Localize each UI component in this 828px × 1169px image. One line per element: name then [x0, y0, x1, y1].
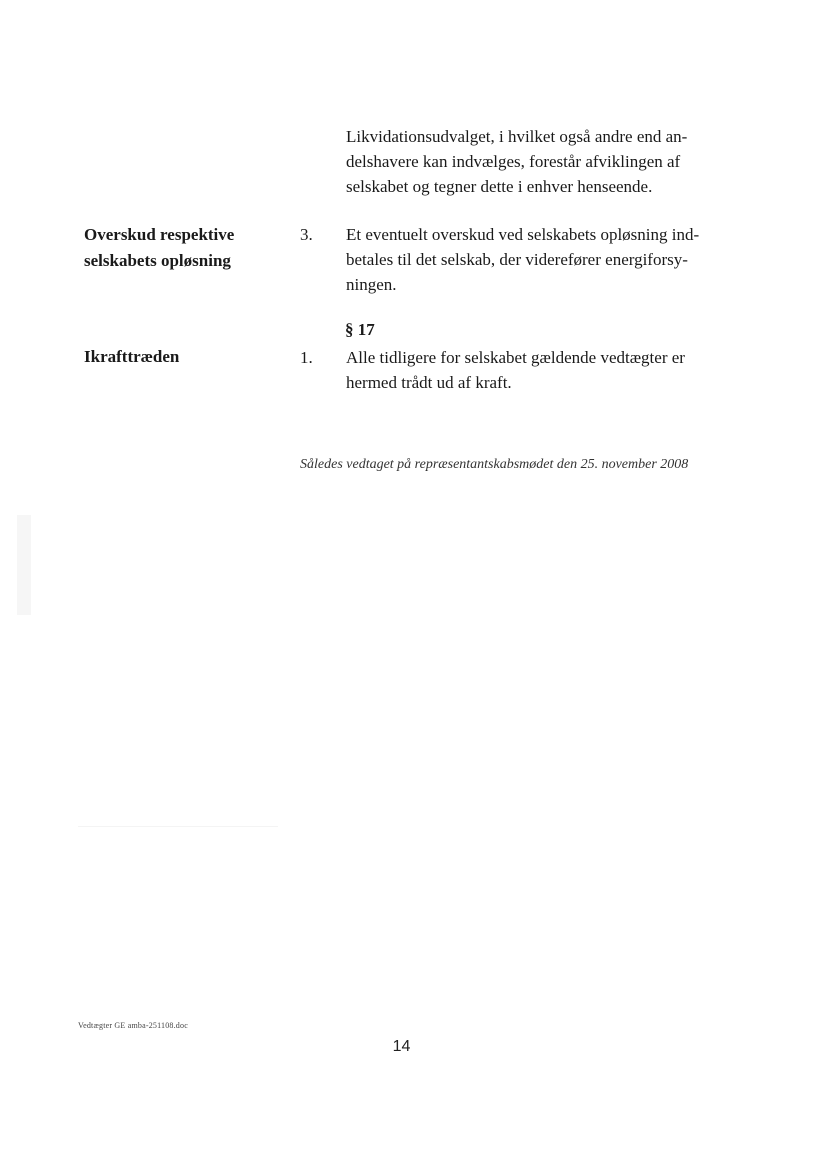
footer-filename: Vedtægter GE amba-251108.doc: [78, 1021, 188, 1030]
paragraph-line: ningen.: [346, 275, 397, 294]
heading-line: Ikrafttræden: [84, 347, 180, 366]
scan-artifact-line: [78, 826, 278, 827]
clause-number: 1.: [300, 348, 313, 367]
paragraph-line: Alle tidligere for selskabet gældende vedtægter er: [346, 348, 685, 367]
paragraph-line: Et eventuelt overskud ved selskabets opløsning ind-: [346, 225, 700, 244]
page-number: 14: [392, 1038, 411, 1055]
paragraph-line: Likvidationsudvalget, i hvilket også andre end an-: [346, 127, 688, 146]
liquidation-paragraph: [346, 124, 687, 199]
paragraph-line: betales til det selskab, der viderefører energiforsy-: [346, 250, 688, 269]
effective-paragraph: [346, 345, 685, 395]
heading-line: selskabets opløsning: [84, 251, 231, 270]
scan-artifact: [17, 515, 31, 615]
adoption-note: Således vedtaget på repræsentantskabsmødet den 25. november 2008: [300, 457, 689, 472]
clause-number: 3.: [300, 225, 313, 244]
surplus-paragraph: [346, 222, 699, 297]
paragraph-line: selskabet og tegner dette i enhver henseende.: [346, 177, 653, 196]
surplus-heading: [84, 222, 234, 274]
paragraph-line: delshavere kan indvælges, forestår afviklingen af: [346, 152, 681, 171]
heading-line: Overskud respektive: [84, 225, 235, 244]
effective-heading: [84, 344, 179, 370]
section-heading: § 17: [345, 320, 375, 339]
paragraph-line: hermed trådt ud af kraft.: [346, 373, 512, 392]
